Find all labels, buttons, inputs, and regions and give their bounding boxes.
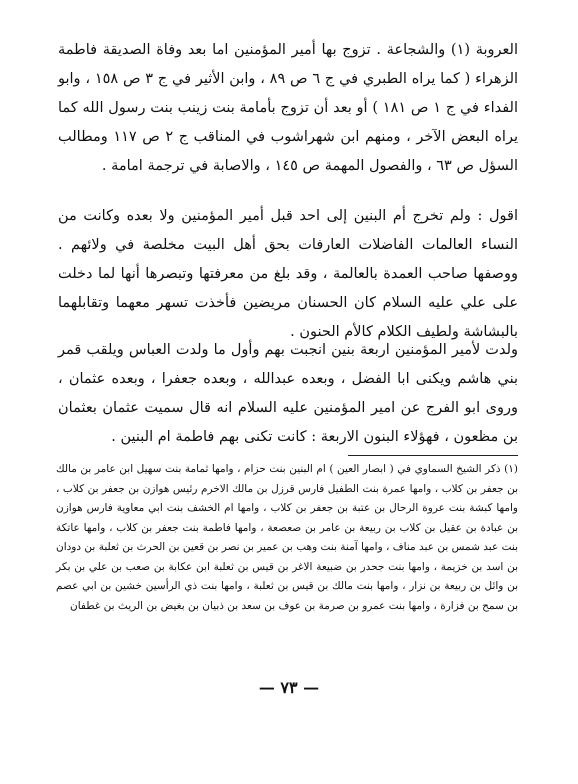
paragraph-text: اقول : ولم تخرج أم البنين إلى احد قبل أمير المؤمنين ولا بعده وكانت من النساء العالمات الفاضلات العارفات بحق أهل البيت مخلصة في ولائهم . ووصفها صاحب العمدة بالعالمة ، وقد بلغ من معرفتها وتبصرها أنها لما دخلت على علي عليه السلام كان الحسنان مريضين فأخذت تسهر معهما وتقابلهما بالبشاشة ولطيف الكلام كالأم الحنون . [58,208,518,340]
paragraph-text: ولدت لأمير المؤمنين اربعة بنين انجبت بهم وأول ما ولدت العباس ويلقب قمر بني هاشم ويكنى ابا الفضل ، وبعده عبدالله ، وبعده جعفرا ، وبعده عثمان ، وروى ابو الفرج عن امير المؤمنين عليه السلام انه قال سميت عثمان بعثمان بن مظعون ، فهؤلاء البنون الاربعة : كانت تكنى بهم فاطمة ام البنين . [58,342,518,445]
body-paragraph-1 [58,36,518,181]
footnote-block [56,460,518,616]
page-number: — ٧٣ — [258,678,320,697]
body-paragraph-3 [58,336,518,452]
paragraph-text: العروبة (١) والشجاعة . تزوج بها أمير المؤمنين اما بعد وفاة الصديقة فاطمة الزهراء ( كما يراه الطبري في ج ٦ ص ٨٩ ، وابن الأثير في ج ٣ ص ١٥٨ ، وابو الفداء في ج ١ ص ١٨١ ) أو بعد أن تزوج بأمامة بنت زينب بنت رسول الله كما يراه البعض الآخر ، ومنهم ابن شهراشوب في المناقب ج ٢ ص ١١٧ ومطالب السؤل ص ٦٣ ، والفصول المهمة ص ١٤٥ ، والاصابة في ترجمة امامة . [58,42,519,174]
footnote-divider [348,455,518,456]
body-paragraph-2 [58,202,518,347]
footnote-text: (١) ذكر الشيخ السماوي في ( ابصار العين ) ام البنين بنت حزام ، وامها ثمامة بنت سهيل ابن عامر بن مالك بن جعفر بن كلاب ، وامها عمرة بنت الطفيل فارس قرزل بن مالك الاخرم رئيس هوازن بن جعفر بن كلاب ، وامها كبشة بنت عروة الرحال بن عتبة بن جعفر بن كلاب ، وامها ام الخشف بنت ابي معاوية فارس هوازن بن عبادة بن عقيل بن كلاب بن ربيعة بن عامر بن صعصعة ، وامها فاطمة بنت جعفر بن كلاب ، وامها عاتكة بنت عبد شمس بن عبد مناف ، وامها آمنة بنت وهب بن عمير بن نصر بن قعين بن الحرث بن ثعلبة بن دودان بن اسد بن خزيمة ، وامها بنت جحدر بن ضبيعة الاغر بن قيس بن ثعلبة ابن عكابة بن صعب بن علي بن بكر بن وائل بن ربيعة بن نزار ، وامها بنت مالك بن قيس بن ثعلبة ، وامها بنت ذي الرأسين خشين بن ابي عصم بن سمح بن فزارة ، وامها بنت عمرو بن صرمة بن عوف بن سعد بن ذبيان بن بغيض بن الريث بن غطفان [56,463,518,612]
